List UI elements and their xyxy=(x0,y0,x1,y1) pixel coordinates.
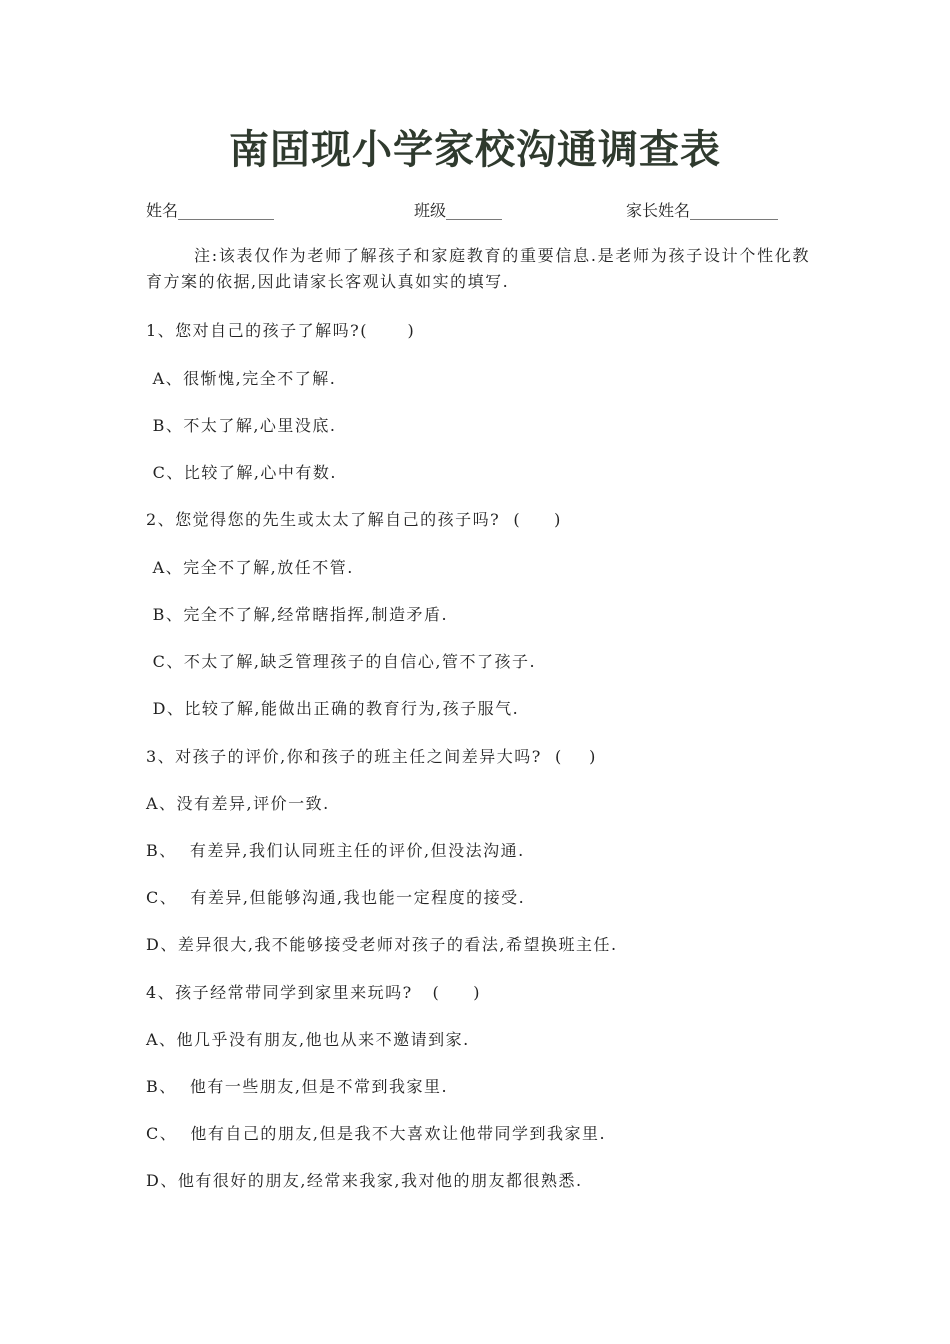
question-2: 2、您觉得您的先生或太太了解自己的孩子吗? ( ) xyxy=(146,510,562,529)
question-4-option-a[interactable]: A、他几乎没有朋友,他也从来不邀请到家. xyxy=(146,1030,470,1049)
question-3-option-a[interactable]: A、没有差异,评价一致. xyxy=(146,794,330,813)
class-field[interactable]: 班级_______ xyxy=(414,201,503,220)
question-1-option-b[interactable]: B、不太了解,心里没底. xyxy=(146,416,337,435)
student-name-field[interactable]: 姓名____________ xyxy=(146,201,275,220)
question-4-option-d[interactable]: D、他有很好的朋友,经常来我家,我对他的朋友都很熟悉. xyxy=(146,1171,583,1190)
question-1-option-a[interactable]: A、很惭愧,完全不了解. xyxy=(146,369,337,388)
question-2-option-d[interactable]: D、比较了解,能做出正确的教育行为,孩子服气. xyxy=(146,699,520,718)
question-4: 4、孩子经常带同学到家里来玩吗? ( ) xyxy=(146,983,481,1002)
question-2-option-a[interactable]: A、完全不了解,放任不管. xyxy=(146,558,354,577)
question-3-option-c[interactable]: C、 有差异,但能够沟通,我也能一定程度的接受. xyxy=(146,888,526,907)
question-4-option-b[interactable]: B、 他有一些朋友,但是不常到我家里. xyxy=(146,1077,449,1096)
respondent-info-row xyxy=(0,198,950,222)
question-4-option-c[interactable]: C、 他有自己的朋友,但是我不大喜欢让他带同学到我家里. xyxy=(146,1124,607,1143)
question-1: 1、您对自己的孩子了解吗?( ) xyxy=(146,321,416,340)
question-3-option-b[interactable]: B、 有差异,我们认同班主任的评价,但没法沟通. xyxy=(146,841,525,860)
instruction-note: 注:该表仅作为老师了解孩子和家庭教育的重要信息.是老师为孩子设计个性化教育方案的依据,因此请家长客观认真如实的填写. xyxy=(146,246,810,291)
page-title: 南固现小学家校沟通调查表 xyxy=(229,127,721,173)
question-3: 3、对孩子的评价,你和孩子的班主任之间差异大吗? ( ) xyxy=(146,747,597,766)
question-2-option-b[interactable]: B、完全不了解,经常瞎指挥,制造矛盾. xyxy=(146,605,449,624)
question-2-option-c[interactable]: C、不太了解,缺乏管理孩子的自信心,管不了孩子. xyxy=(146,652,537,671)
parent-name-field[interactable]: 家长姓名___________ xyxy=(626,201,779,220)
question-3-option-d[interactable]: D、差异很大,我不能够接受老师对孩子的看法,希望换班主任. xyxy=(146,935,618,954)
question-1-option-c[interactable]: C、比较了解,心中有数. xyxy=(146,463,338,482)
